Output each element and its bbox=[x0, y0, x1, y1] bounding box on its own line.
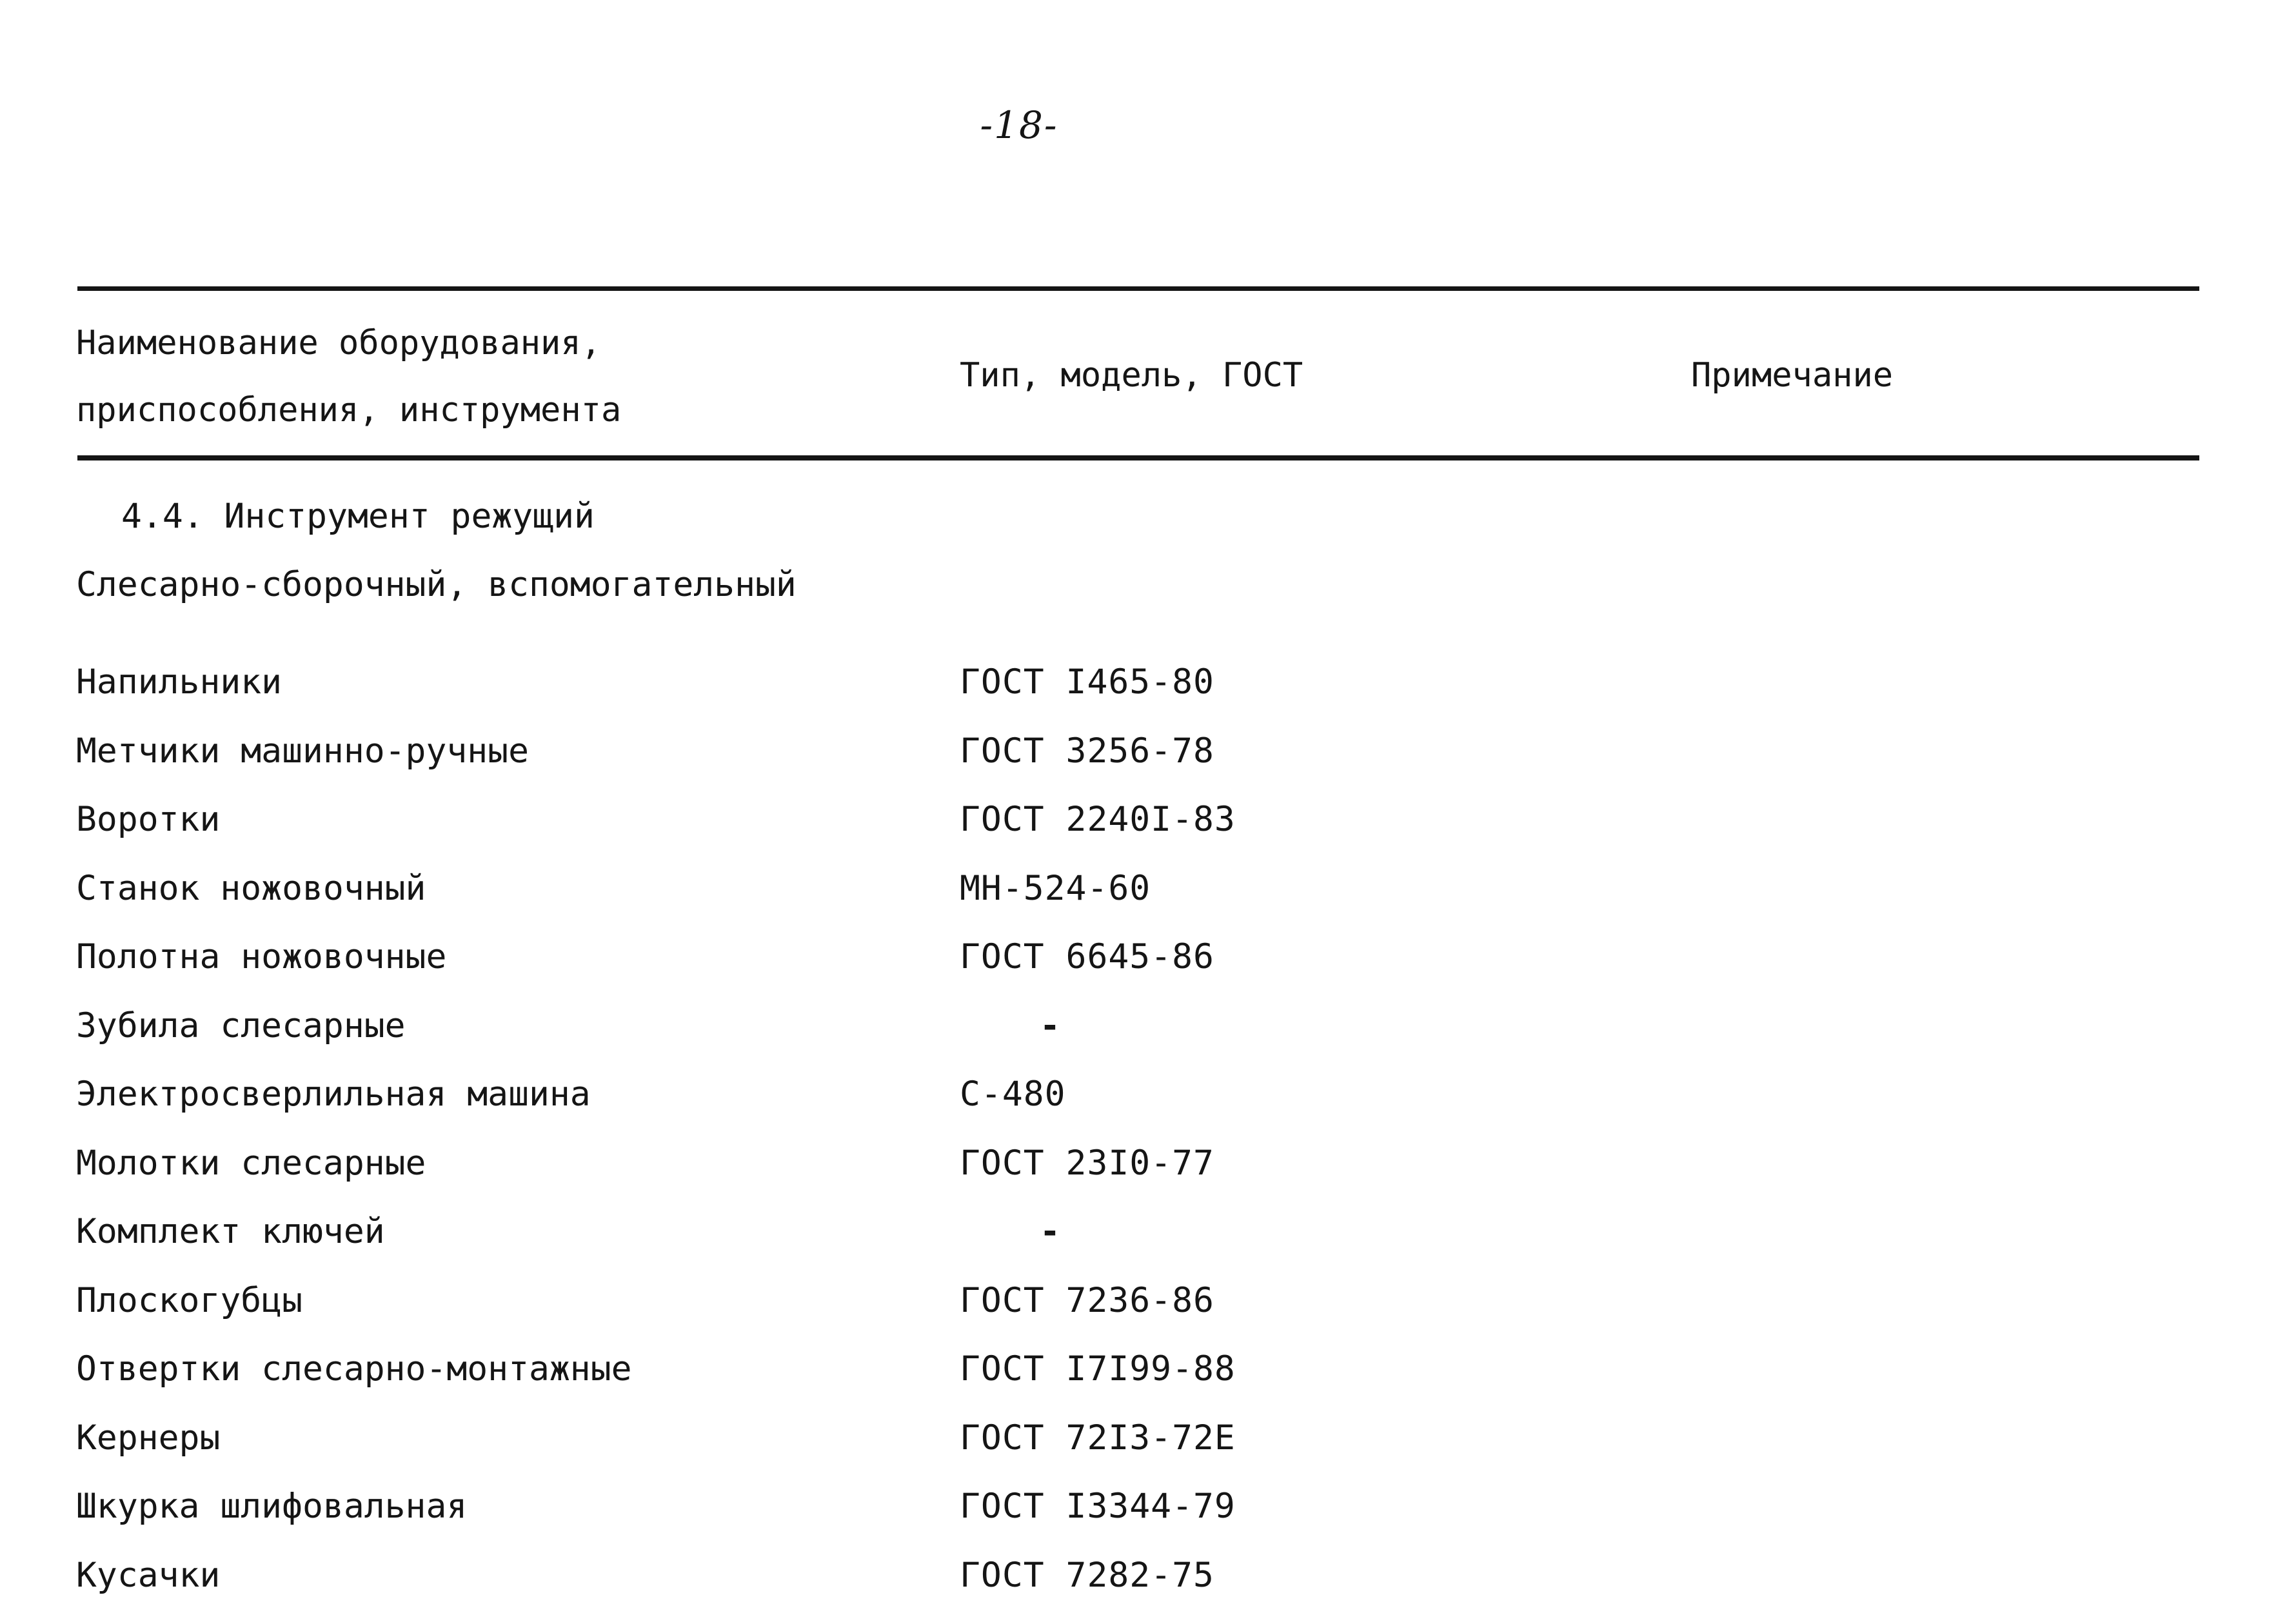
table-row bbox=[0, 1541, 2278, 1610]
header-type-model: Тип, модель, ГОСТ bbox=[960, 356, 1303, 395]
table-row bbox=[0, 1129, 2278, 1198]
row-type: - bbox=[1040, 1212, 1060, 1251]
row-name: Воротки bbox=[76, 800, 221, 839]
row-name: Плоскогубцы bbox=[76, 1280, 302, 1320]
row-name: Комплект ключей bbox=[76, 1212, 385, 1251]
table-row bbox=[0, 717, 2278, 786]
table-header-rule bbox=[77, 455, 2199, 460]
row-type: ГОСТ 3256-78 bbox=[960, 731, 1214, 771]
row-type: ГОСТ 6645-86 bbox=[960, 937, 1214, 976]
table-row bbox=[0, 786, 2278, 855]
equipment-list bbox=[0, 648, 2278, 1610]
row-name: Шкурка шлифовальная bbox=[76, 1487, 468, 1526]
row-name: Метчики машинно-ручные bbox=[76, 731, 529, 771]
row-name: Полотна ножовочные bbox=[76, 937, 447, 976]
row-name: Молотки слесарные bbox=[76, 1143, 426, 1183]
row-name: Зубила слесарные bbox=[76, 1005, 406, 1045]
row-name: Кернеры bbox=[76, 1418, 221, 1458]
row-type: ГОСТ 72I3-72Е bbox=[960, 1418, 1236, 1458]
row-type: ГОСТ I3344-79 bbox=[960, 1487, 1236, 1526]
row-type: ГОСТ I7I99-88 bbox=[960, 1349, 1236, 1389]
header-note: Примечание bbox=[1691, 356, 1894, 395]
row-type: ГОСТ 7236-86 bbox=[960, 1280, 1214, 1320]
row-type: - bbox=[1040, 1005, 1060, 1045]
row-name: Электросверлильная машина bbox=[76, 1074, 591, 1114]
table-row bbox=[0, 1267, 2278, 1336]
row-name: Кусачки bbox=[76, 1555, 221, 1595]
table-row bbox=[0, 1060, 2278, 1129]
table-top-rule bbox=[77, 286, 2199, 291]
table-row bbox=[0, 1404, 2278, 1473]
table-row bbox=[0, 648, 2278, 717]
row-name: Отвертки слесарно-монтажные bbox=[76, 1349, 632, 1389]
table-row bbox=[0, 1198, 2278, 1267]
row-type: ГОСТ 7282-75 bbox=[960, 1555, 1214, 1595]
table-row bbox=[0, 992, 2278, 1061]
table-row bbox=[0, 1335, 2278, 1404]
section-title: 4.4. Инструмент режущий bbox=[121, 497, 595, 536]
row-name: Станок ножовочный bbox=[76, 868, 426, 908]
row-name: Напильники bbox=[76, 662, 282, 702]
table-row bbox=[0, 923, 2278, 992]
row-type: МН-524-60 bbox=[960, 868, 1151, 908]
header-name-line2: приспособления, инструмента bbox=[76, 391, 622, 430]
row-type: С-480 bbox=[960, 1074, 1066, 1114]
row-type: ГОСТ 23I0-77 bbox=[960, 1143, 1214, 1183]
table-row bbox=[0, 855, 2278, 924]
table-row bbox=[0, 1472, 2278, 1541]
section-subtitle: Слесарно-сборочный, вспомогательный bbox=[76, 565, 797, 604]
page-number: -18- bbox=[980, 103, 1058, 147]
row-type: ГОСТ I465-80 bbox=[960, 662, 1214, 702]
row-type: ГОСТ 2240I-83 bbox=[960, 800, 1236, 839]
header-equipment-name bbox=[76, 310, 621, 444]
header-name-line1: Наименование оборудования, bbox=[76, 324, 601, 362]
